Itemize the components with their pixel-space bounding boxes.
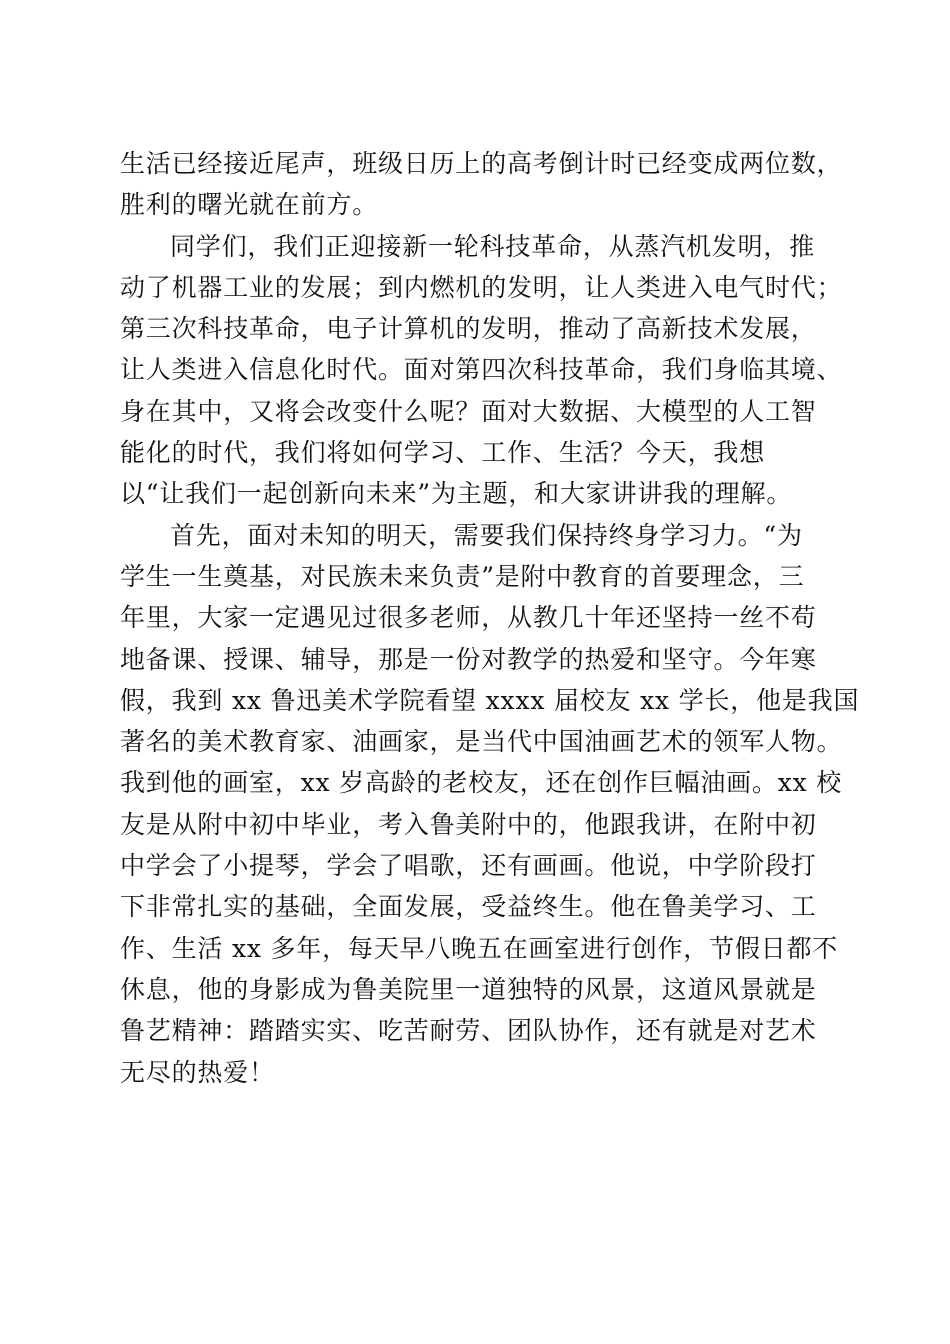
text-line: 身在其中，又将会改变什么呢？面对大数据、大模型的人工智 xyxy=(120,396,817,426)
text-line: 地备课、授课、辅导，那是一份对教学的热爱和坚守。今年寒 xyxy=(120,644,817,674)
text-line: 休息，他的身影成为鲁美院里一道独特的风景，这道风景就是 xyxy=(120,974,817,1004)
text-line: 动了机器工业的发展；到内燃机的发明，让人类进入电气时代； xyxy=(120,272,843,302)
text-line: 友是从附中初中毕业，考入鲁美附中的，他跟我讲，在附中初 xyxy=(120,809,817,839)
text-line: 我到他的画室，xx 岁高龄的老校友，还在创作巨幅油画。xx 校 xyxy=(120,768,843,798)
text-line: 胜利的曙光就在前方。 xyxy=(120,190,379,220)
paragraph-start-line: 首先，面对未知的明天，需要我们保持终身学习力。“为 xyxy=(170,520,803,550)
text-line: 下非常扎实的基础，全面发展，受益终生。他在鲁美学习、工 xyxy=(120,892,817,922)
text-line: 生活已经接近尾声，班级日历上的高考倒计时已经变成两位数， xyxy=(120,149,843,178)
text-line: 让人类进入信息化时代。面对第四次科技革命，我们身临其境、 xyxy=(120,355,843,385)
text-line: 以“让我们一起创新向未来”为主题，和大家讲讲我的理解。 xyxy=(120,479,793,509)
text-line: 无尽的热爱！ xyxy=(120,1057,275,1087)
body-text xyxy=(120,143,860,1093)
text-line: 中学会了小提琴，学会了唱歌，还有画画。他说，中学阶段打 xyxy=(120,851,817,881)
text-line: 作、生活 xx 多年，每天早八晚五在画室进行创作，节假日都不 xyxy=(120,933,839,963)
text-line: 能化的时代，我们将如何学习、工作、生活？今天，我想 xyxy=(120,438,766,468)
text-line: 鲁艺精神：踏踏实实、吃苦耐劳、团队协作，还有就是对艺术 xyxy=(120,1016,817,1046)
text-line: 著名的美术教育家、油画家，是当代中国油画艺术的领军人物。 xyxy=(120,727,843,757)
paragraph-start-line: 同学们，我们正迎接新一轮科技革命，从蒸汽机发明，推 xyxy=(170,231,816,261)
text-line: 学生一生奠基，对民族未来负责”是附中教育的首要理念，三 xyxy=(120,561,805,591)
text-line: 假，我到 xx 鲁迅美术学院看望 xxxx 届校友 xx 学长，他是我国 xyxy=(120,685,860,715)
text-line: 第三次科技革命，电子计算机的发明，推动了高新技术发展， xyxy=(120,314,817,344)
text-line: 年里，大家一定遇见过很多老师，从教几十年还坚持一丝不苟 xyxy=(120,603,817,633)
